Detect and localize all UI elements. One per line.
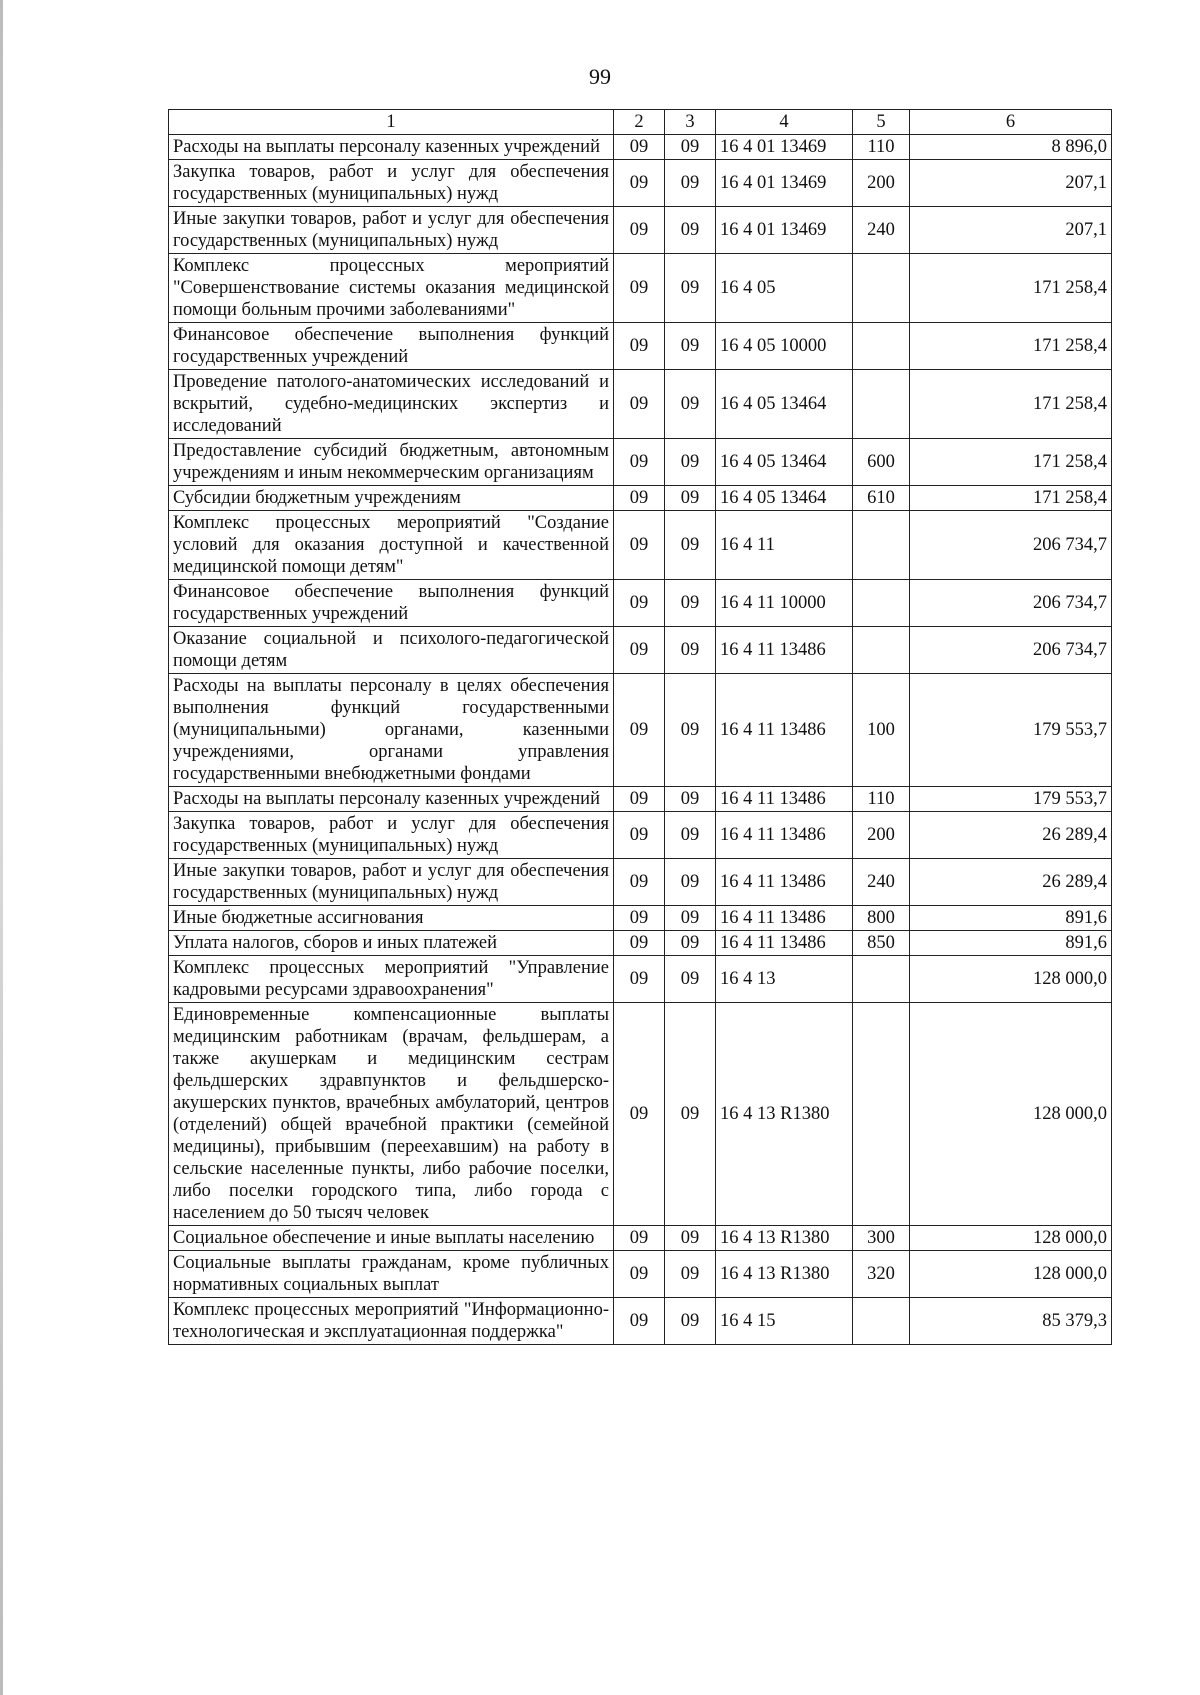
row-expense-type [853, 1003, 910, 1226]
table-row [169, 1251, 1112, 1298]
row-expense-type: 110 [853, 787, 910, 812]
row-subsection: 09 [665, 931, 716, 956]
row-target-code: 16 4 01 13469 [716, 160, 853, 207]
row-subsection: 09 [665, 1251, 716, 1298]
row-amount: 171 258,4 [910, 439, 1112, 486]
table-row [169, 787, 1112, 812]
row-target-code: 16 4 11 13486 [716, 859, 853, 906]
row-expense-type [853, 370, 910, 439]
row-expense-type: 610 [853, 486, 910, 511]
row-amount: 206 734,7 [910, 511, 1112, 580]
row-expense-type: 200 [853, 812, 910, 859]
row-name: Социальное обеспечение и иные выплаты населению [169, 1226, 614, 1251]
row-subsection: 09 [665, 207, 716, 254]
row-name: Предоставление субсидий бюджетным, автономным учреждениям и иным некоммерческим организациям [169, 439, 614, 486]
row-subsection: 09 [665, 787, 716, 812]
row-amount: 206 734,7 [910, 627, 1112, 674]
row-name: Проведение патолого-анатомических исследований и вскрытий, судебно-медицинских экспертиз и исследований [169, 370, 614, 439]
row-subsection: 09 [665, 906, 716, 931]
row-subsection: 09 [665, 439, 716, 486]
row-expense-type [853, 254, 910, 323]
row-name: Уплата налогов, сборов и иных платежей [169, 931, 614, 956]
row-expense-type: 240 [853, 859, 910, 906]
row-name: Расходы на выплаты персоналу казенных учреждений [169, 135, 614, 160]
row-target-code: 16 4 05 [716, 254, 853, 323]
row-subsection: 09 [665, 511, 716, 580]
row-section: 09 [614, 1251, 665, 1298]
row-section: 09 [614, 1226, 665, 1251]
row-amount: 8 896,0 [910, 135, 1112, 160]
row-section: 09 [614, 812, 665, 859]
row-amount: 207,1 [910, 160, 1112, 207]
row-target-code: 16 4 11 13486 [716, 787, 853, 812]
row-section: 09 [614, 160, 665, 207]
table-row [169, 1298, 1112, 1345]
row-subsection: 09 [665, 323, 716, 370]
row-name: Закупка товаров, работ и услуг для обеспечения государственных (муниципальных) нужд [169, 160, 614, 207]
row-amount: 179 553,7 [910, 787, 1112, 812]
row-subsection: 09 [665, 1298, 716, 1345]
row-section: 09 [614, 787, 665, 812]
row-name: Финансовое обеспечение выполнения функций государственных учреждений [169, 580, 614, 627]
row-section: 09 [614, 323, 665, 370]
header-col-6: 6 [910, 110, 1112, 135]
row-subsection: 09 [665, 580, 716, 627]
table-row [169, 160, 1112, 207]
row-name: Иные бюджетные ассигнования [169, 906, 614, 931]
row-target-code: 16 4 05 13464 [716, 486, 853, 511]
row-target-code: 16 4 13 R1380 [716, 1251, 853, 1298]
row-expense-type: 240 [853, 207, 910, 254]
row-name: Расходы на выплаты персоналу в целях обеспечения выполнения функций государственными (муниципальными) органами, казенными учреждениями, органами управления государственными внебюджетными фондами [169, 674, 614, 787]
row-amount: 85 379,3 [910, 1298, 1112, 1345]
row-name: Оказание социальной и психолого-педагогической помощи детям [169, 627, 614, 674]
row-section: 09 [614, 486, 665, 511]
row-section: 09 [614, 674, 665, 787]
row-name: Расходы на выплаты персоналу казенных учреждений [169, 787, 614, 812]
row-subsection: 09 [665, 254, 716, 323]
row-target-code: 16 4 11 10000 [716, 580, 853, 627]
row-target-code: 16 4 13 [716, 956, 853, 1003]
row-subsection: 09 [665, 135, 716, 160]
row-expense-type [853, 627, 910, 674]
row-amount: 128 000,0 [910, 1251, 1112, 1298]
row-amount: 206 734,7 [910, 580, 1112, 627]
table-row [169, 323, 1112, 370]
row-subsection: 09 [665, 160, 716, 207]
row-section: 09 [614, 1003, 665, 1226]
row-name: Иные закупки товаров, работ и услуг для обеспечения государственных (муниципальных) нужд [169, 859, 614, 906]
row-name: Финансовое обеспечение выполнения функций государственных учреждений [169, 323, 614, 370]
row-subsection: 09 [665, 1226, 716, 1251]
row-section: 09 [614, 511, 665, 580]
row-section: 09 [614, 580, 665, 627]
row-expense-type: 800 [853, 906, 910, 931]
row-expense-type: 300 [853, 1226, 910, 1251]
table-row [169, 906, 1112, 931]
row-target-code: 16 4 05 10000 [716, 323, 853, 370]
row-section: 09 [614, 931, 665, 956]
page-number: 99 [589, 64, 611, 89]
row-amount: 207,1 [910, 207, 1112, 254]
row-section: 09 [614, 370, 665, 439]
table-body [169, 135, 1112, 1345]
row-section: 09 [614, 135, 665, 160]
budget-table [168, 109, 1112, 1345]
row-amount: 171 258,4 [910, 370, 1112, 439]
header-col-2: 2 [614, 110, 665, 135]
table-row [169, 439, 1112, 486]
row-subsection: 09 [665, 1003, 716, 1226]
row-section: 09 [614, 956, 665, 1003]
row-target-code: 16 4 05 13464 [716, 439, 853, 486]
row-name: Социальные выплаты гражданам, кроме публичных нормативных социальных выплат [169, 1251, 614, 1298]
row-target-code: 16 4 11 [716, 511, 853, 580]
row-amount: 128 000,0 [910, 1226, 1112, 1251]
row-expense-type [853, 511, 910, 580]
row-expense-type [853, 323, 910, 370]
row-subsection: 09 [665, 956, 716, 1003]
table-row [169, 1003, 1112, 1226]
row-subsection: 09 [665, 674, 716, 787]
row-section: 09 [614, 439, 665, 486]
row-expense-type: 110 [853, 135, 910, 160]
row-subsection: 09 [665, 627, 716, 674]
table-row [169, 511, 1112, 580]
header-col-5: 5 [853, 110, 910, 135]
table-header-row [169, 110, 1112, 135]
row-target-code: 16 4 05 13464 [716, 370, 853, 439]
row-amount: 128 000,0 [910, 1003, 1112, 1226]
row-section: 09 [614, 1298, 665, 1345]
row-target-code: 16 4 11 13486 [716, 812, 853, 859]
row-section: 09 [614, 254, 665, 323]
row-name: Комплекс процессных мероприятий "Информационно-технологическая и эксплуатационная поддержка" [169, 1298, 614, 1345]
row-name: Закупка товаров, работ и услуг для обеспечения государственных (муниципальных) нужд [169, 812, 614, 859]
row-name: Комплекс процессных мероприятий "Совершенствование системы оказания медицинской помощи больным прочими заболеваниями" [169, 254, 614, 323]
row-subsection: 09 [665, 812, 716, 859]
table-row [169, 207, 1112, 254]
row-amount: 26 289,4 [910, 812, 1112, 859]
table-row [169, 812, 1112, 859]
row-expense-type: 850 [853, 931, 910, 956]
row-target-code: 16 4 15 [716, 1298, 853, 1345]
row-expense-type: 100 [853, 674, 910, 787]
table-row [169, 370, 1112, 439]
row-target-code: 16 4 11 13486 [716, 674, 853, 787]
row-subsection: 09 [665, 370, 716, 439]
row-name: Комплекс процессных мероприятий "Управление кадровыми ресурсами здравоохранения" [169, 956, 614, 1003]
table-row [169, 486, 1112, 511]
row-target-code: 16 4 11 13486 [716, 906, 853, 931]
row-amount: 179 553,7 [910, 674, 1112, 787]
table-row [169, 1226, 1112, 1251]
header-col-1: 1 [169, 110, 614, 135]
table-row [169, 627, 1112, 674]
row-expense-type [853, 1298, 910, 1345]
row-name: Субсидии бюджетным учреждениям [169, 486, 614, 511]
row-expense-type [853, 956, 910, 1003]
page-edge-mark [0, 0, 3, 1695]
table-row [169, 859, 1112, 906]
row-target-code: 16 4 13 R1380 [716, 1226, 853, 1251]
table-row [169, 674, 1112, 787]
row-target-code: 16 4 11 13486 [716, 627, 853, 674]
row-section: 09 [614, 906, 665, 931]
row-expense-type: 600 [853, 439, 910, 486]
row-amount: 171 258,4 [910, 323, 1112, 370]
row-section: 09 [614, 627, 665, 674]
row-section: 09 [614, 859, 665, 906]
row-expense-type [853, 580, 910, 627]
header-col-4: 4 [716, 110, 853, 135]
table-row [169, 580, 1112, 627]
row-expense-type: 200 [853, 160, 910, 207]
row-amount: 128 000,0 [910, 956, 1112, 1003]
row-subsection: 09 [665, 859, 716, 906]
table-row [169, 135, 1112, 160]
table-row [169, 254, 1112, 323]
header-col-3: 3 [665, 110, 716, 135]
row-expense-type: 320 [853, 1251, 910, 1298]
row-subsection: 09 [665, 486, 716, 511]
row-amount: 26 289,4 [910, 859, 1112, 906]
row-target-code: 16 4 13 R1380 [716, 1003, 853, 1226]
row-name: Комплекс процессных мероприятий "Создание условий для оказания доступной и качественной медицинской помощи детям" [169, 511, 614, 580]
row-amount: 171 258,4 [910, 254, 1112, 323]
row-amount: 891,6 [910, 906, 1112, 931]
table-row [169, 931, 1112, 956]
row-target-code: 16 4 01 13469 [716, 135, 853, 160]
row-amount: 891,6 [910, 931, 1112, 956]
row-amount: 171 258,4 [910, 486, 1112, 511]
row-target-code: 16 4 01 13469 [716, 207, 853, 254]
row-name: Единовременные компенсационные выплаты медицинским работникам (врачам, фельдшерам, а также акушеркам и медицинским сестрам фельдшерских здравпунктов и фельдшерско-акушерских пунктов, врачебных амбулаторий, центров (отделений) общей врачебной практики (семейной медицины), прибывшим (переехавшим) на работу в сельские населенные пункты, либо рабочие поселки, либо поселки городского типа, либо города с населением до 50 тысяч человек [169, 1003, 614, 1226]
table-row [169, 956, 1112, 1003]
row-target-code: 16 4 11 13486 [716, 931, 853, 956]
row-name: Иные закупки товаров, работ и услуг для обеспечения государственных (муниципальных) нужд [169, 207, 614, 254]
row-section: 09 [614, 207, 665, 254]
